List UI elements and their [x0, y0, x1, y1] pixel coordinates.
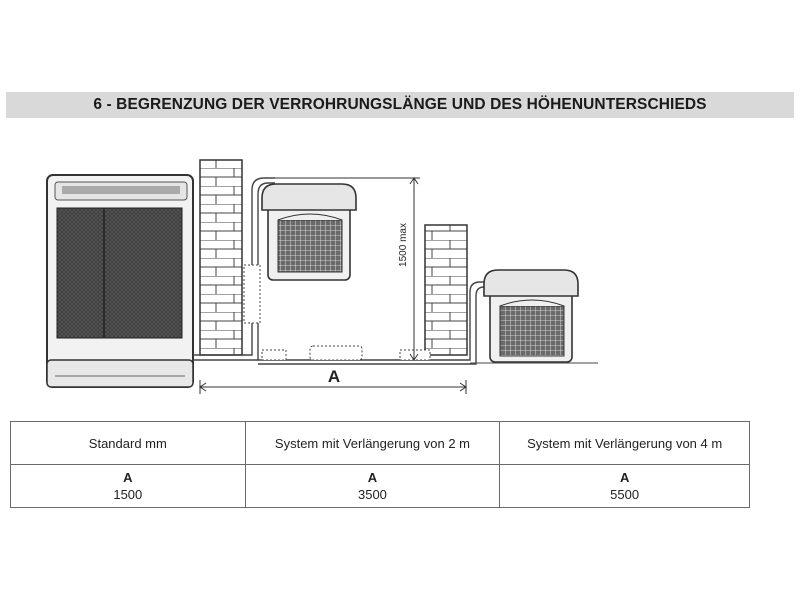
cell-symbol: A — [123, 470, 133, 485]
table-row — [11, 465, 750, 508]
table-header-cell: Standard mm — [11, 422, 246, 465]
height-label: 1500 max — [398, 223, 409, 267]
table-cell — [500, 465, 750, 508]
cell-value: 1500 — [113, 487, 143, 502]
cell-symbol: A — [619, 470, 630, 485]
cell-value: 3500 — [357, 487, 387, 502]
length-label: A — [327, 367, 341, 386]
table-cell — [245, 465, 500, 508]
installation-diagram — [0, 150, 800, 410]
left-wall — [200, 160, 242, 355]
table-header-cell: System mit Verlängerung von 2 m — [245, 422, 500, 465]
cell-value: 5500 — [610, 487, 640, 502]
table-header-cell: System mit Verlängerung von 4 m — [500, 422, 750, 465]
outdoor-unit-upper — [262, 184, 356, 280]
table-header-row — [11, 422, 750, 465]
cell-symbol: A — [367, 470, 378, 485]
section-header — [6, 92, 794, 118]
right-wall — [425, 225, 467, 355]
table-cell — [11, 465, 246, 508]
pipe-length-table — [10, 421, 750, 508]
indoor-unit — [47, 175, 193, 387]
section-title: 6 - BEGRENZUNG DER VERROHRUNGSLÄNGE UND DES HÖHENUNTERSCHIEDS — [93, 96, 707, 113]
outdoor-unit-lower — [484, 270, 578, 362]
